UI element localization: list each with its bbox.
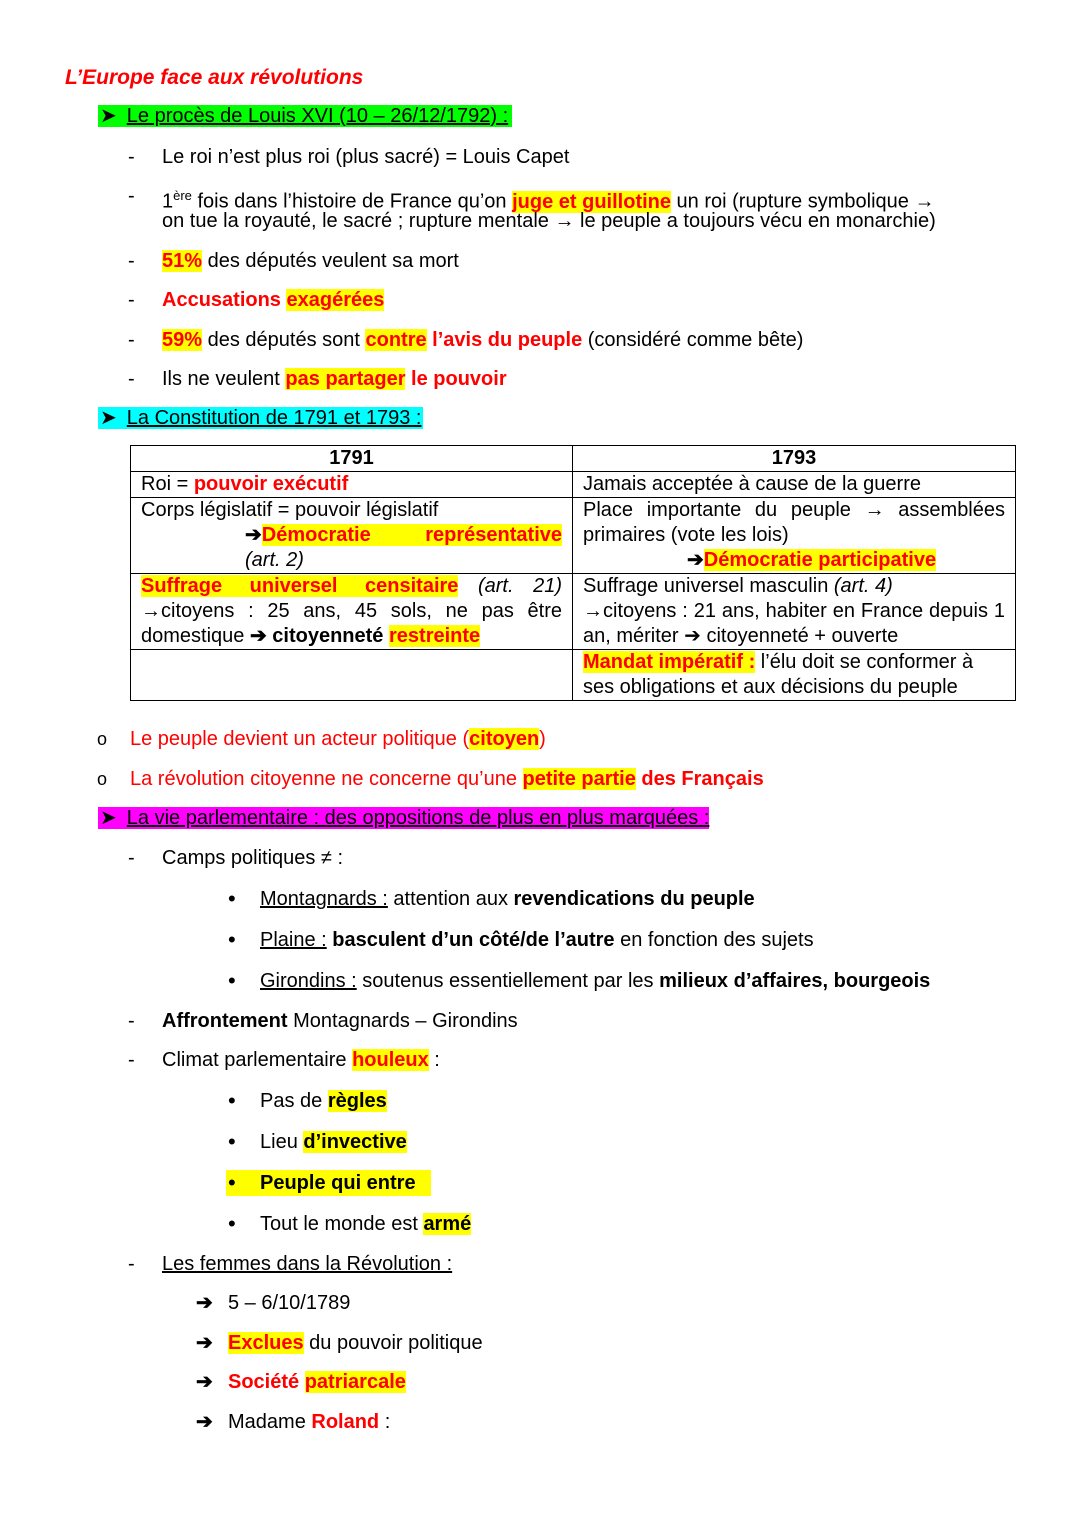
dot-bullet-icon: •: [228, 886, 236, 911]
table-cell: Corps législatif = pouvoir législatif ➔Démocratie représentative (art. 2): [131, 498, 573, 574]
list-item-continued: on tue la royauté, le sacré ; rupture mentale → le peuple a toujours vécu en monarchie): [162, 210, 936, 232]
arrow-icon: ➔: [249, 625, 267, 647]
arrow-bullet-icon: ➤: [98, 105, 127, 127]
dash-icon: -: [128, 1010, 135, 1032]
dash-icon: -: [128, 329, 135, 351]
dash-icon: -: [128, 185, 135, 207]
table-cell: Mandat impératif : l’élu doit se conformer à ses obligations et aux décisions du peuple: [573, 650, 1016, 701]
table-cell: Suffrage universel censitaire (art. 21) →citoyens : 25 ans, 45 sols, ne pas être domestique ➔ citoyenneté restreinte: [131, 574, 573, 650]
section-constitution: [98, 406, 423, 430]
dash-icon: -: [128, 289, 135, 311]
section-heading: Le procès de Louis XVI (10 – 26/12/1792) :: [127, 105, 512, 127]
arrow-icon: ➔: [687, 549, 704, 571]
arrow-icon: ➔: [196, 1371, 213, 1393]
table-cell: Jamais acceptée à cause de la guerre: [573, 472, 1016, 498]
constitution-table: [130, 445, 1016, 701]
dash-icon: -: [128, 146, 135, 168]
table-header: 1793: [573, 446, 1016, 472]
arrow-bullet-icon: ➤: [98, 807, 127, 829]
table-cell: Suffrage universel masculin (art. 4) →citoyens : 21 ans, habiter en France depuis 1 an, mériter ➔ citoyenneté + ouverte: [573, 574, 1016, 650]
dot-bullet-icon: •: [228, 968, 236, 993]
section-heading: La vie parlementaire : des oppositions de plus en plus marquées :: [126, 807, 710, 829]
section-vie-parlementaire: [98, 806, 709, 830]
dash-icon: -: [128, 847, 135, 869]
table-cell-empty: [131, 650, 573, 701]
arrow-bullet-icon: ➤: [98, 407, 127, 429]
section-heading: La Constitution de 1791 et 1793 :: [126, 407, 422, 429]
dash-icon: -: [128, 1049, 135, 1071]
table-cell: Roi = pouvoir exécutif: [131, 472, 573, 498]
dash-icon: -: [128, 368, 135, 390]
arrow-icon: ➔: [196, 1332, 213, 1354]
page-title: L’Europe face aux révolutions: [65, 66, 364, 89]
circle-bullet-icon: o: [97, 769, 108, 789]
table-cell: Place importante du peuple → assemblées primaires (vote les lois) ➔Démocratie participative: [573, 498, 1016, 574]
dot-bullet-icon: •: [228, 1088, 236, 1113]
table-header: 1791: [131, 446, 573, 472]
arrow-icon: ➔: [245, 524, 262, 546]
dot-bullet-icon: •: [228, 1129, 236, 1154]
dot-bullet-icon: •: [228, 1211, 236, 1236]
dash-icon: -: [128, 250, 135, 272]
dot-bullet-icon: •: [228, 1170, 236, 1195]
arrow-icon: ➔: [196, 1292, 213, 1314]
arrow-icon: ➔: [196, 1411, 213, 1433]
circle-bullet-icon: o: [97, 729, 108, 749]
dot-bullet-icon: •: [228, 927, 236, 952]
dash-icon: -: [128, 1253, 135, 1275]
section-proces: [98, 104, 512, 128]
